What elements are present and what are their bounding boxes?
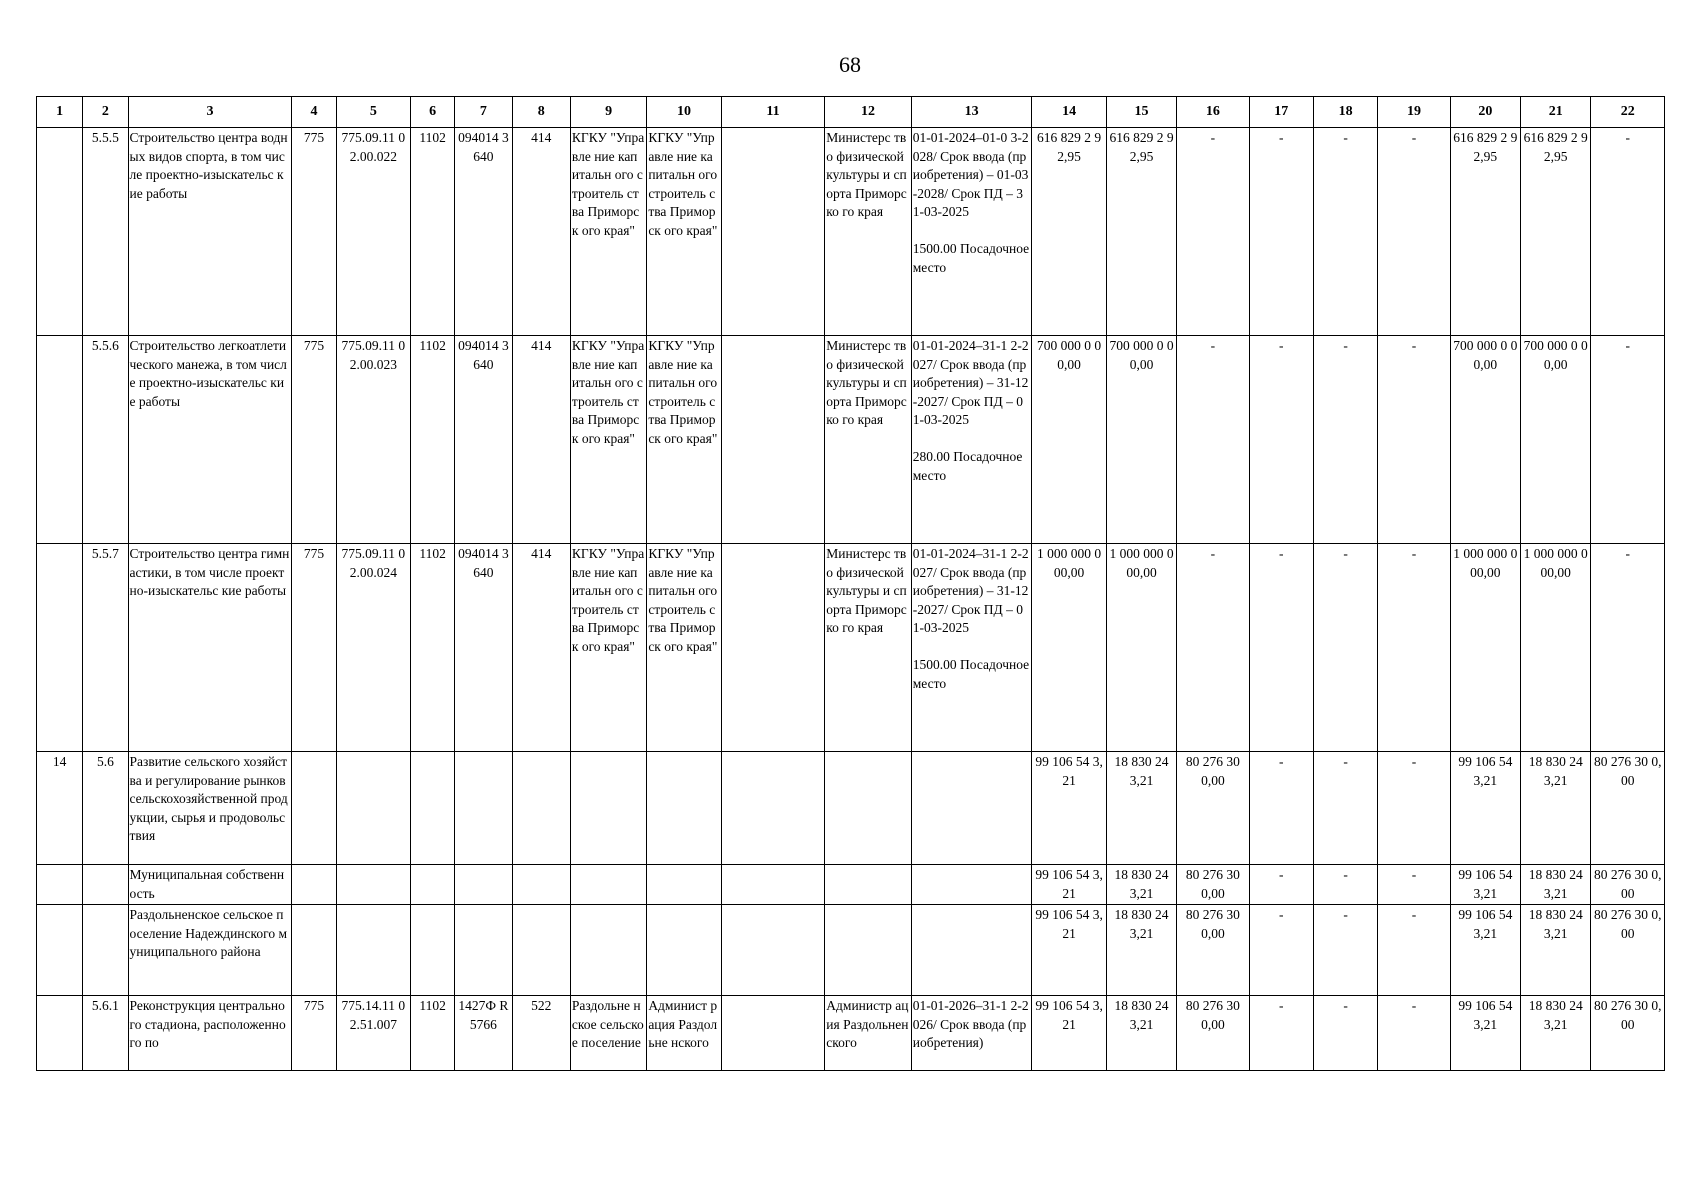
table-cell-col-11 (721, 128, 825, 336)
table-cell-col-10 (647, 865, 721, 905)
cell-text: 01-01-2024–01-0 3-2028/ Срок ввода (приобретения) – 01-03-2028/ Срок ПД – 31-03-2025 1500.00 Посадочное место (912, 130, 1030, 275)
cell-text: 18 830 24 3,21 (1114, 867, 1169, 901)
table-cell-col-12 (825, 128, 911, 336)
column-header-6: 6 (411, 97, 455, 128)
table-cell-col-20 (1450, 996, 1520, 1071)
cell-text: 99 106 54 3,21 (1458, 754, 1513, 788)
table-cell-col-11 (721, 752, 825, 865)
table-cell-col-6 (411, 128, 455, 336)
cell-text: - (1279, 907, 1284, 922)
table-body (37, 128, 1665, 1071)
table-cell-col-4 (292, 996, 336, 1071)
cell-text: 616 829 2 92,95 (1523, 130, 1588, 164)
table-cell-col-5 (336, 905, 410, 996)
table-cell-col-4 (292, 336, 336, 544)
table-cell-col-11 (721, 544, 825, 752)
table-cell-col-9 (570, 905, 646, 996)
cell-text: 80 276 30 0,00 (1185, 867, 1240, 901)
cell-text: 99 106 54 3,21 (1458, 907, 1513, 941)
cell-text: 1102 (419, 546, 446, 561)
table-cell-col-8 (512, 336, 570, 544)
table-cell-col-5 (336, 544, 410, 752)
cell-text: 80 276 30 0,00 (1593, 867, 1662, 901)
table-cell-col-8 (512, 752, 570, 865)
table-cell-col-10 (647, 752, 721, 865)
cell-text: - (1625, 546, 1630, 561)
cell-text: - (1343, 998, 1348, 1013)
cell-text: 414 (531, 546, 552, 561)
table-cell-col-3 (128, 865, 292, 905)
table-cell-col-13 (911, 996, 1032, 1071)
cell-text: 700 000 0 00,00 (1453, 338, 1518, 372)
table-cell-col-12 (825, 752, 911, 865)
cell-text: 99 106 54 3,21 (1035, 754, 1103, 788)
cell-text: - (1210, 546, 1216, 561)
table-cell-col-6 (411, 752, 455, 865)
table-cell-col-12 (825, 336, 911, 544)
table-cell-col-13 (911, 752, 1032, 865)
cell-text: 99 106 54 3,21 (1035, 998, 1103, 1032)
table-row (37, 544, 1665, 752)
table-cell-col-2 (83, 336, 128, 544)
table-cell-col-14 (1032, 865, 1106, 905)
table-cell-col-17 (1249, 996, 1313, 1071)
cell-text: - (1411, 546, 1417, 561)
table-cell-col-3 (128, 544, 292, 752)
cell-text: - (1343, 546, 1348, 561)
cell-text: - (1343, 130, 1348, 145)
table-cell-col-7 (455, 336, 512, 544)
table-cell-col-19 (1378, 865, 1450, 905)
cell-text: 80 276 30 0,00 (1185, 754, 1240, 788)
table-cell-col-4 (292, 544, 336, 752)
cell-text: 99 106 54 3,21 (1458, 998, 1513, 1032)
cell-text: - (1625, 130, 1630, 145)
table-cell-col-3 (128, 336, 292, 544)
table-cell-col-7 (455, 905, 512, 996)
table-cell-col-7 (455, 128, 512, 336)
cell-text: 1102 (419, 998, 446, 1013)
cell-text: 99 106 54 3,21 (1035, 867, 1103, 901)
table-cell-col-4 (292, 752, 336, 865)
cell-text: 80 276 30 0,00 (1593, 998, 1662, 1032)
table-cell-col-19 (1378, 336, 1450, 544)
cell-text: 01-01-2024–31-1 2-2027/ Срок ввода (приобретения) – 31-12-2027/ Срок ПД – 01-03-2025 280.00 Посадочное место (912, 338, 1029, 483)
table-cell-col-19 (1378, 128, 1450, 336)
table-cell-col-5 (336, 128, 410, 336)
table-cell-col-20 (1450, 544, 1520, 752)
column-header-19: 19 (1378, 97, 1450, 128)
table-cell-col-16 (1177, 865, 1249, 905)
table-cell-col-18 (1313, 905, 1377, 996)
cell-text: - (1279, 130, 1284, 145)
cell-text: 18 830 24 3,21 (1114, 754, 1169, 788)
table-cell-col-16 (1177, 128, 1249, 336)
table-cell-col-8 (512, 128, 570, 336)
cell-text: 700 000 0 00,00 (1037, 338, 1102, 372)
table-cell-col-9 (570, 128, 646, 336)
cell-text: КГКУ "Управле ние капитальн ого строитель ства Приморск ого края" (648, 546, 718, 654)
cell-text: - (1343, 338, 1348, 353)
table-cell-col-6 (411, 336, 455, 544)
table-cell-col-15 (1106, 544, 1176, 752)
table-cell-col-5 (336, 336, 410, 544)
table-cell-col-9 (570, 996, 646, 1071)
cell-text: 775 (303, 998, 325, 1013)
table-cell-col-21 (1521, 865, 1591, 905)
column-header-5: 5 (336, 97, 410, 128)
table-cell-col-3 (128, 996, 292, 1071)
cell-text: 1 000 000 000,00 (1037, 546, 1102, 580)
cell-text: 5.5.7 (91, 546, 119, 561)
cell-text: 18 830 24 3,21 (1114, 998, 1169, 1032)
table-cell-col-13 (911, 865, 1032, 905)
cell-text: 5.5.5 (91, 130, 119, 145)
table-cell-col-19 (1378, 752, 1450, 865)
cell-text: 616 829 2 92,95 (1109, 130, 1174, 164)
cell-text: КГКУ "Управле ние капитальн ого строитель ства Приморск ого края" (648, 338, 718, 446)
table-cell-col-14 (1032, 905, 1106, 996)
cell-text: 775.14.11 02.51.007 (341, 998, 406, 1032)
cell-text: 700 000 0 00,00 (1523, 338, 1588, 372)
table-cell-col-16 (1177, 336, 1249, 544)
column-header-21: 21 (1521, 97, 1591, 128)
cell-text: Раздольне нское сельское поселение (571, 998, 644, 1050)
cell-text: - (1343, 907, 1348, 922)
cell-text: 18 830 24 3,21 (1528, 998, 1583, 1032)
table-cell-col-10 (647, 905, 721, 996)
table-cell-col-4 (292, 905, 336, 996)
table-cell-col-13 (911, 544, 1032, 752)
table-cell-col-2 (83, 752, 128, 865)
table-cell-col-6 (411, 996, 455, 1071)
cell-text: КГКУ "Управле ние капитальн ого строитель ства Приморск ого края" (648, 130, 718, 238)
table-cell-col-10 (647, 336, 721, 544)
cell-text: - (1411, 867, 1417, 882)
table-cell-col-1 (37, 865, 83, 905)
table-cell-col-8 (512, 905, 570, 996)
table-cell-col-22 (1591, 336, 1665, 544)
table-cell-col-14 (1032, 996, 1106, 1071)
table-cell-col-12 (825, 865, 911, 905)
table-cell-col-5 (336, 752, 410, 865)
cell-text: Муниципальная собственность (129, 867, 285, 901)
table-cell-col-18 (1313, 128, 1377, 336)
table-cell-col-1 (37, 905, 83, 996)
table-cell-col-18 (1313, 752, 1377, 865)
cell-text: - (1279, 338, 1284, 353)
table-cell-col-14 (1032, 544, 1106, 752)
cell-text: Реконструкция центрального стадиона, расположенного по (129, 998, 286, 1050)
cell-text: 775 (303, 546, 325, 561)
column-header-15: 15 (1106, 97, 1176, 128)
table-cell-col-2 (83, 905, 128, 996)
cell-text: Админист рация Раздольне нского (648, 998, 718, 1050)
table-cell-col-2 (83, 544, 128, 752)
column-header-1: 1 (37, 97, 83, 128)
cell-text: 01-01-2026–31-1 2-2026/ Срок ввода (приобретения) (912, 998, 1029, 1050)
table-cell-col-18 (1313, 996, 1377, 1071)
column-header-16: 16 (1177, 97, 1249, 128)
table-cell-col-12 (825, 996, 911, 1071)
cell-text: 414 (531, 338, 552, 353)
table-cell-col-22 (1591, 128, 1665, 336)
cell-text: 14 (52, 754, 67, 769)
cell-text: - (1411, 998, 1417, 1013)
column-header-8: 8 (512, 97, 570, 128)
cell-text: 01-01-2024–31-1 2-2027/ Срок ввода (приобретения) – 31-12-2027/ Срок ПД – 01-03-2025 1500.00 Посадочное место (912, 546, 1030, 691)
cell-text: 1 000 000 000,00 (1109, 546, 1174, 580)
table-row (37, 336, 1665, 544)
table-row (37, 865, 1665, 905)
cell-text: Министерс тво физической культуры и спорта Приморско го края (826, 338, 907, 427)
cell-text: Развитие сельского хозяйства и регулирование рынков сельскохозяйственной продукции, сырья и продовольствия (129, 754, 288, 843)
cell-text: 18 830 24 3,21 (1528, 867, 1583, 901)
table-cell-col-2 (83, 865, 128, 905)
cell-text: 18 830 24 3,21 (1528, 907, 1583, 941)
table-cell-col-11 (721, 905, 825, 996)
page-number: 68 (839, 52, 861, 77)
cell-text: 18 830 24 3,21 (1528, 754, 1583, 788)
table-cell-col-1 (37, 752, 83, 865)
table-cell-col-6 (411, 544, 455, 752)
column-header-17: 17 (1249, 97, 1313, 128)
table-cell-col-11 (721, 996, 825, 1071)
cell-text: КГКУ "Управле ние капитальн ого строитель ства Приморск ого края" (571, 546, 645, 654)
cell-text: - (1411, 907, 1417, 922)
table-cell-col-17 (1249, 544, 1313, 752)
table-cell-col-7 (455, 752, 512, 865)
table-cell-col-16 (1177, 996, 1249, 1071)
cell-text: - (1411, 338, 1417, 353)
table-cell-col-8 (512, 544, 570, 752)
cell-text: 094014 3640 (458, 338, 509, 372)
table-cell-col-3 (128, 128, 292, 336)
cell-text: 094014 3640 (458, 130, 509, 164)
cell-text: 99 106 54 3,21 (1458, 867, 1513, 901)
table-cell-col-14 (1032, 752, 1106, 865)
column-header-9: 9 (570, 97, 646, 128)
table-cell-col-1 (37, 544, 83, 752)
table-cell-col-18 (1313, 336, 1377, 544)
column-header-18: 18 (1313, 97, 1377, 128)
table-cell-col-17 (1249, 128, 1313, 336)
cell-text: 80 276 30 0,00 (1593, 754, 1662, 788)
column-header-22: 22 (1591, 97, 1665, 128)
cell-text: 1102 (419, 338, 446, 353)
column-header-13: 13 (911, 97, 1032, 128)
column-header-4: 4 (292, 97, 336, 128)
table-cell-col-11 (721, 865, 825, 905)
cell-text: 18 830 24 3,21 (1114, 907, 1169, 941)
table-cell-col-8 (512, 996, 570, 1071)
table-cell-col-3 (128, 752, 292, 865)
table-cell-col-15 (1106, 996, 1176, 1071)
cell-text: 775.09.11 02.00.022 (341, 130, 406, 164)
table-row (37, 905, 1665, 996)
cell-text: КГКУ "Управле ние капитальн ого строитель ства Приморск ого края" (571, 130, 645, 238)
table-cell-col-10 (647, 996, 721, 1071)
column-header-12: 12 (825, 97, 911, 128)
cell-text: 80 276 30 0,00 (1593, 907, 1662, 941)
table-header-row (37, 97, 1665, 128)
table-cell-col-6 (411, 865, 455, 905)
table-cell-col-5 (336, 996, 410, 1071)
table-cell-col-1 (37, 996, 83, 1071)
table-cell-col-7 (455, 544, 512, 752)
table-cell-col-7 (455, 996, 512, 1071)
cell-text: - (1279, 867, 1284, 882)
cell-text: - (1279, 998, 1284, 1013)
table-cell-col-12 (825, 544, 911, 752)
table-cell-col-17 (1249, 905, 1313, 996)
cell-text: Раздольненское сельское поселение Надеждинского муниципального района (129, 907, 288, 959)
column-header-3: 3 (128, 97, 292, 128)
table-cell-col-4 (292, 865, 336, 905)
table-cell-col-15 (1106, 752, 1176, 865)
table-cell-col-17 (1249, 336, 1313, 544)
table-cell-col-3 (128, 905, 292, 996)
column-header-20: 20 (1450, 97, 1520, 128)
table-cell-col-10 (647, 544, 721, 752)
table-cell-col-2 (83, 996, 128, 1071)
column-header-14: 14 (1032, 97, 1106, 128)
cell-text: Министерс тво физической культуры и спорта Приморско го края (826, 130, 907, 219)
cell-text: 5.6 (96, 754, 114, 769)
table-cell-col-20 (1450, 905, 1520, 996)
table-cell-col-14 (1032, 336, 1106, 544)
table-cell-col-8 (512, 865, 570, 905)
table-cell-col-15 (1106, 865, 1176, 905)
table-cell-col-9 (570, 752, 646, 865)
table-cell-col-21 (1521, 752, 1591, 865)
table-cell-col-13 (911, 336, 1032, 544)
budget-table (36, 96, 1665, 1071)
cell-text: - (1343, 867, 1348, 882)
cell-text: - (1279, 754, 1284, 769)
table-cell-col-21 (1521, 544, 1591, 752)
cell-text: Строительство центра гимнастики, в том числе проектно-изыскательс кие работы (129, 546, 290, 598)
table-cell-col-11 (721, 336, 825, 544)
cell-text: 775.09.11 02.00.024 (341, 546, 406, 580)
table-cell-col-6 (411, 905, 455, 996)
table-cell-col-9 (570, 865, 646, 905)
cell-text: 80 276 30 0,00 (1185, 907, 1240, 941)
cell-text: 616 829 2 92,95 (1453, 130, 1518, 164)
cell-text: 616 829 2 92,95 (1037, 130, 1102, 164)
cell-text: Администр ация Раздольнен ского (826, 998, 909, 1050)
table-cell-col-2 (83, 128, 128, 336)
cell-text: 775.09.11 02.00.023 (341, 338, 406, 372)
cell-text: КГКУ "Управле ние капитальн ого строитель ства Приморск ого края" (571, 338, 645, 446)
cell-text: - (1343, 754, 1348, 769)
table-cell-col-15 (1106, 128, 1176, 336)
table-cell-col-1 (37, 128, 83, 336)
cell-text: - (1411, 754, 1417, 769)
table-cell-col-19 (1378, 544, 1450, 752)
table-cell-col-21 (1521, 905, 1591, 996)
table-cell-col-15 (1106, 336, 1176, 544)
table-cell-col-15 (1106, 905, 1176, 996)
table-cell-col-19 (1378, 905, 1450, 996)
table-cell-col-9 (570, 336, 646, 544)
cell-text: Министерс тво физической культуры и спорта Приморско го края (826, 546, 907, 635)
table-cell-col-16 (1177, 544, 1249, 752)
table-cell-col-13 (911, 905, 1032, 996)
cell-text: - (1210, 338, 1216, 353)
table-cell-col-21 (1521, 336, 1591, 544)
cell-text: 775 (303, 338, 325, 353)
table-cell-col-4 (292, 128, 336, 336)
cell-text: Строительство легкоатлетического манежа, в том числе проектно-изыскательс кие работы (129, 338, 287, 409)
cell-text: - (1411, 130, 1417, 145)
table-cell-col-9 (570, 544, 646, 752)
cell-text: 99 106 54 3,21 (1035, 907, 1103, 941)
table-cell-col-7 (455, 865, 512, 905)
cell-text: 1 000 000 000,00 (1453, 546, 1518, 580)
table-cell-col-21 (1521, 128, 1591, 336)
cell-text: 1 000 000 000,00 (1523, 546, 1588, 580)
table-cell-col-22 (1591, 752, 1665, 865)
cell-text: Строительство центра водных видов спорта, в том числе проектно-изыскательс кие работы (129, 130, 288, 201)
table-row (37, 752, 1665, 865)
cell-text: - (1210, 130, 1216, 145)
table-cell-col-16 (1177, 905, 1249, 996)
cell-text: 1102 (419, 130, 446, 145)
cell-text: 1427Ф R5766 (458, 998, 509, 1032)
table-cell-col-22 (1591, 544, 1665, 752)
table-cell-col-20 (1450, 336, 1520, 544)
cell-text: 775 (303, 130, 325, 145)
table-cell-col-13 (911, 128, 1032, 336)
table-cell-col-19 (1378, 996, 1450, 1071)
cell-text: 80 276 30 0,00 (1185, 998, 1240, 1032)
column-header-11: 11 (721, 97, 825, 128)
table-cell-col-16 (1177, 752, 1249, 865)
table-cell-col-20 (1450, 128, 1520, 336)
cell-text: 094014 3640 (458, 546, 509, 580)
table-cell-col-22 (1591, 996, 1665, 1071)
table-cell-col-17 (1249, 752, 1313, 865)
table-cell-col-22 (1591, 865, 1665, 905)
cell-text: - (1279, 546, 1284, 561)
table-cell-col-22 (1591, 905, 1665, 996)
table-row (37, 128, 1665, 336)
table-cell-col-18 (1313, 865, 1377, 905)
cell-text: 414 (531, 130, 552, 145)
table-cell-col-20 (1450, 865, 1520, 905)
column-header-2: 2 (83, 97, 128, 128)
table-cell-col-21 (1521, 996, 1591, 1071)
table-cell-col-1 (37, 336, 83, 544)
table-cell-col-10 (647, 128, 721, 336)
table-cell-col-12 (825, 905, 911, 996)
table-cell-col-20 (1450, 752, 1520, 865)
table-cell-col-14 (1032, 128, 1106, 336)
cell-text: 522 (531, 998, 552, 1013)
table-row (37, 996, 1665, 1071)
cell-text: 700 000 0 00,00 (1109, 338, 1174, 372)
cell-text: 5.5.6 (91, 338, 119, 353)
cell-text: 5.6.1 (91, 998, 119, 1013)
table-cell-col-18 (1313, 544, 1377, 752)
cell-text: - (1625, 338, 1630, 353)
column-header-10: 10 (647, 97, 721, 128)
column-header-7: 7 (455, 97, 512, 128)
table-cell-col-5 (336, 865, 410, 905)
table-cell-col-17 (1249, 865, 1313, 905)
